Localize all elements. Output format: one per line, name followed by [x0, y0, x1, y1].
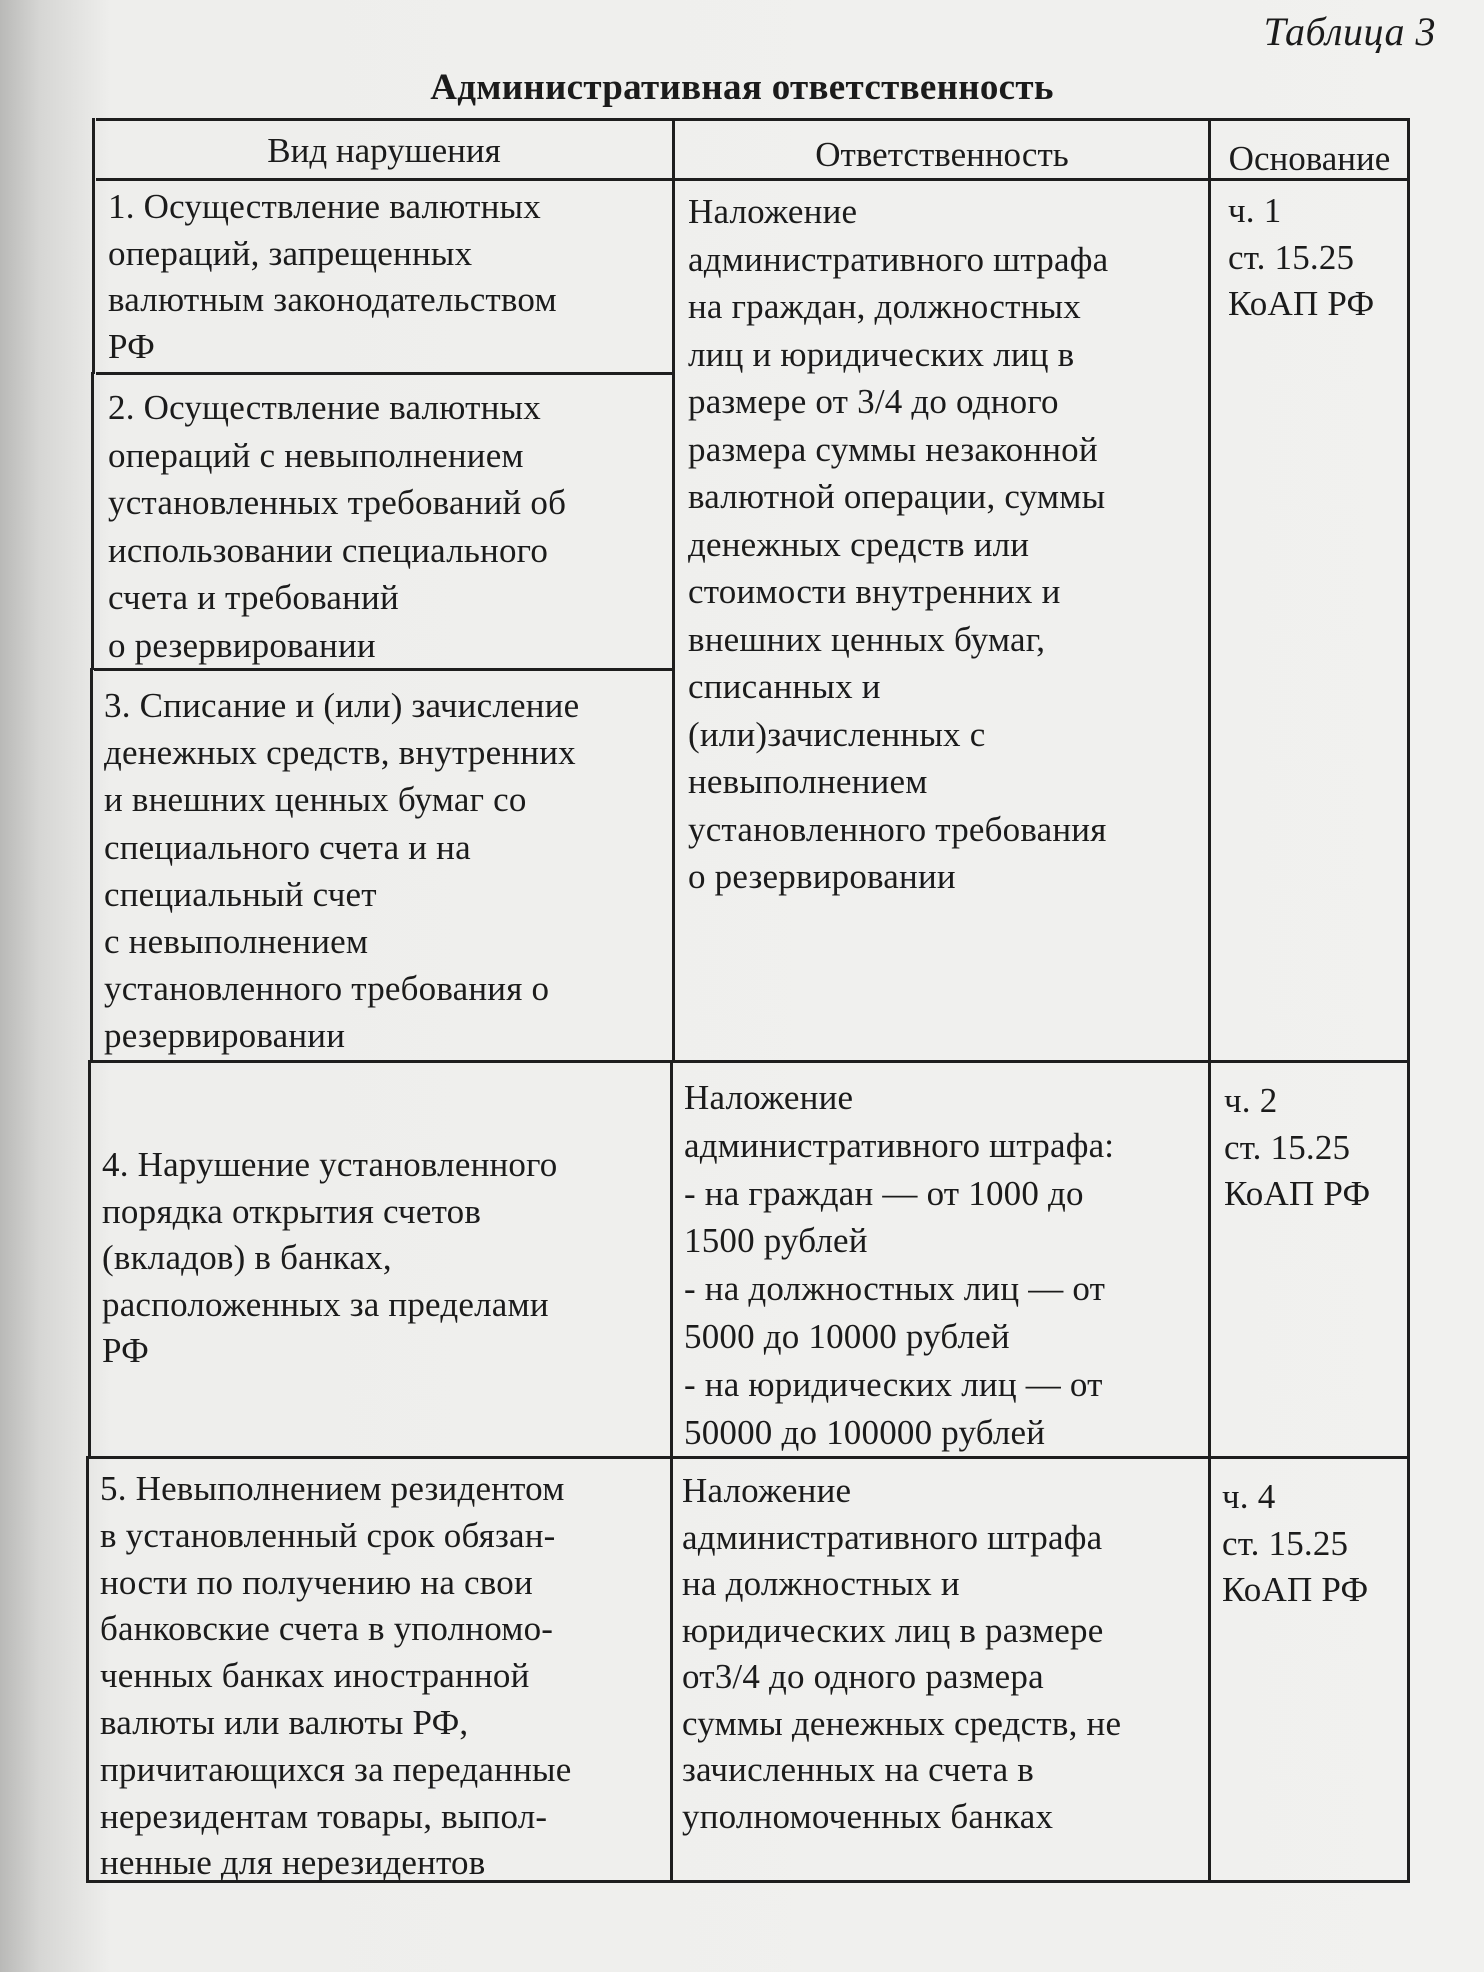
table-col-divider-1	[672, 118, 675, 1062]
row2-violation: 2. Осуществление валютных операций с невыполнением установленных требований об использовании специального счета и требований о резервировании	[108, 388, 567, 665]
row3-violation: 3. Списание и (или) зачисление денежных средств, внутренних и внешних ценных бумаг со специального счета и на специальный счет с невыполнением установленного требования о резервировании	[104, 686, 580, 1056]
row5-violation: 5. Невыполнением резидентом в установленный срок обязан- ности по получению на свои банковские счета в уполномо- ченных банках иностранной валюты или валюты РФ, причитающихся за переданные нерезидентам товары, выпол- ненные для нерезидентов	[100, 1469, 572, 1883]
table-border-left-5	[86, 1456, 89, 1883]
table-rule-row3	[90, 1060, 1410, 1063]
table-rule-row1	[96, 372, 674, 375]
row4-liability: Наложение административного штрафа: - на граждан — от 1000 до 1500 рублей - на должностных лиц — от 5000 до 10000 рублей - на юридических лиц — от 50000 до 100000 рублей	[684, 1078, 1115, 1452]
table-col-divider-1b	[670, 1060, 673, 1883]
table-col-divider-2	[1208, 118, 1211, 1883]
table-rule-row4	[88, 1456, 1410, 1459]
table-number: Таблица 3	[1263, 9, 1436, 54]
table-rule-top	[96, 118, 1410, 121]
row4-basis: ч. 2 ст. 15.25 КоАП РФ	[1224, 1081, 1371, 1213]
table-border-left-4	[88, 1060, 91, 1458]
table-border-left-3	[90, 668, 93, 1062]
row1-basis: ч. 1 ст. 15.25 КоАП РФ	[1228, 191, 1375, 323]
header-violation: Вид нарушения	[267, 131, 501, 170]
row4-violation: 4. Нарушение установленного порядка открытия счетов (вкладов) в банках, расположенных за пределами РФ	[102, 1145, 558, 1370]
row1-violation: 1. Осуществление валютных операций, запрещенных валютным законодательством РФ	[108, 187, 557, 366]
merged-liability-rows-1-3: Наложение административного штрафа на граждан, должностных лиц и юридических лиц в размере от 3/4 до одного размера суммы незаконной валютной операции, суммы денежных средств или стоимости внутренних и внешних ценных бумаг, списанных и (или)зачисленных с невыполнением установленного требования о резервировании	[688, 192, 1109, 896]
row5-liability: Наложение административного штрафа на должностных и юридических лиц в размере от3/4 до одного размера суммы денежных средств, не зачисленных на счета в уполномоченных банках	[682, 1471, 1122, 1836]
table-border-right	[1407, 118, 1410, 1883]
header-basis: Основание	[1228, 139, 1391, 178]
table-title: Административная ответственность	[430, 67, 1054, 108]
header-liability: Ответственность	[815, 135, 1069, 174]
row5-basis: ч. 4 ст. 15.25 КоАП РФ	[1222, 1477, 1369, 1609]
table-border-left-2	[91, 372, 94, 670]
